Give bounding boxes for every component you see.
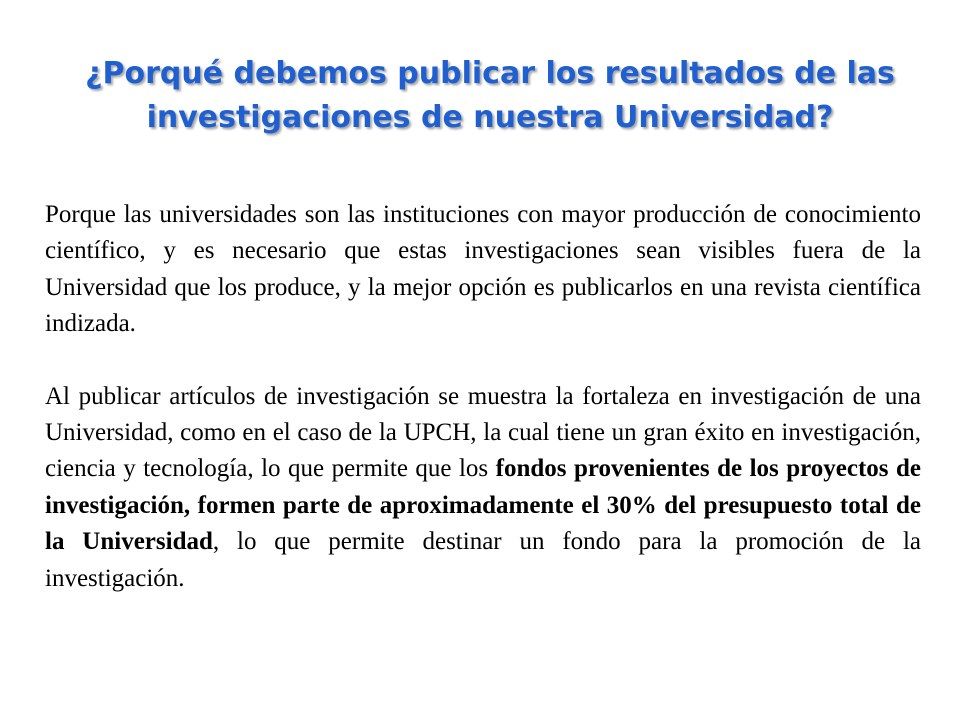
slide-title-line-1: ¿Porqué debemos publicar los resultados de las: [85, 56, 895, 91]
slide-title-line-2: investigaciones de nuestra Universidad?: [146, 100, 834, 135]
slide-title: [60, 52, 920, 140]
paragraph-2-intro: Al publicar artículos de investigación se muestra la fortaleza en investigación de una Universidad, como en el caso de la UPCH, la cual tiene un gran éxito en investigación, ciencia y tecnología, lo que permite que los: [45, 382, 921, 483]
paragraph-1: Porque las universidades son las instituciones con mayor producción de conocimiento científico, y es necesario que estas investigaciones sean visibles fuera de la Universidad que los produce, y la mejor opción es publicarlos en una revista científica indizada.: [45, 201, 921, 338]
paragraph-2-ending: , lo que permite destinar un fondo para la promoción de la investigación.: [45, 528, 921, 592]
paragraph-2: [45, 379, 921, 597]
paragraph-2-bold-highlight: fondos provenientes de los proyectos de investigación, formen parte de aproximadamente el 30% del presupuesto total de la Universidad: [45, 455, 921, 556]
slide-body: [45, 197, 921, 597]
